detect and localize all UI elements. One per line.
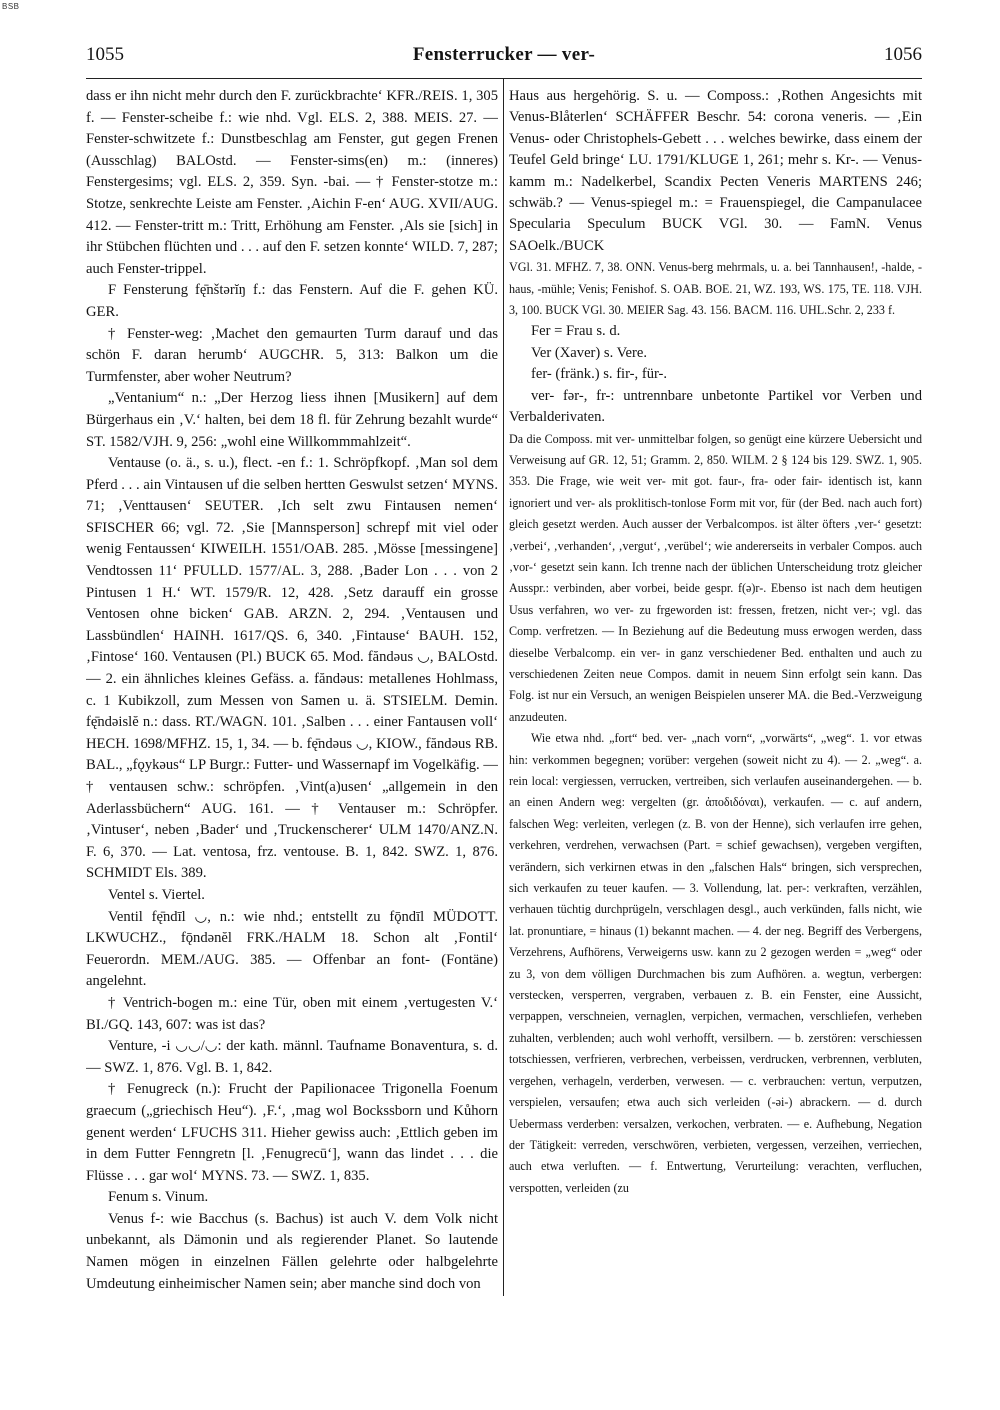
header-rule (86, 78, 922, 79)
library-stamp: BSB (2, 2, 20, 11)
right-column-paragraph: Da die Composs. mit ver- unmittelbar folgen, so genügt eine kürzere Uebersicht und Verweisung auf GR. 12, 51; Gramm. 2, 850. WILM. 2 § 124 bis 129. SWZ. 1, 905. 353. Die Frage, wie weit ver- mit got. faur-, fra- oder fair- identisch ist, kann ignoriert und ver- als proklitisch-tonlose Form mit vor, für (der Bed. nach auch fort) gleich gesetzt werden. Auch ausser der Verbalcompos. ist älter öfters ‚ver-‘ gesetzt: ‚verbei‘, ‚verhanden‘, ‚vergut‘, ‚verübel‘; wie andererseits in verbaler Compos. auch ‚vor-‘ gesetzt sein kann. Ich trenne nach der üblichen Unterscheidung trotz gleicher Ausspr.: verbinden, aber vorbei, beide gespr. f(ə)r-. Ebenso ist nach dem heutigen Usus verfahren, wo ver- zu frgeworden ist: fressen, fretzen, nicht ver-; vgl. das Comp. verfretzen. — In Beziehung auf die Bedeutung muss erwogen werden, dass dieselbe Verbalcomp. ein ver- in ganz verschiedener Bed. enthalten und auch zu verschiedenen Zeiten neue Compos. damit in neuem Sinn erfolgt sein kann. Das Folg. ist nur ein Versuch, an wenigen Beispielen unserer MA. die Bed.-Verzweigung anzudeuten. (509, 431, 922, 724)
right-column (509, 86, 922, 1199)
left-column (86, 86, 498, 1295)
column-divider (503, 78, 504, 1296)
right-column-paragraph: ver- fər-, fr-: untrennbare unbetonte Partikel vor Verben und Verbalderivaten. (509, 387, 922, 426)
right-page-number: 1056 (884, 44, 922, 65)
right-column-paragraph: Wie etwa nhd. „fort“ bed. ver- „nach vorn“, „vorwärts“, „weg“. 1. vor etwas hin: verkommen begegnen; vorüber: vergehen (soweit nicht zu 4). — 2. „weg“. a. rein local: vergiessen, verrucken, vertreiben, sich verlaufen auseinandergehen. — b. an einen Andern weg: vergelten (gr. ἀποδιδόναι), verkaufen. — c. auf andern, falschen Weg: verleiten, verlegen (z. B. von der Henne), sich verlaufen irre gehen, verkehren, verdrehen, verwachsen (Part. = schief gewachsen), vergeben vergiften, verändern, sich verkirnen etwas in den „falschen Hals“ bringen, sich versprechen, sich verkaufen zu teuer kaufen. — 3. Vollendung, lat. per-: verkraften, verzählen, verhauen tüchtig durchprügeln, verschlagen desgl., auch verkünden, falls nicht, wie lat. pronuntiare, = hinaus (1) bekannt machen. — 4. der neg. Begriff des Verbergens, Verzehrens, Aufhörens, Verweigerns usw. kann zu 2 gezogen werden = „weg“ oder zu 3, von dem völligen Durchmachen bis zum Aufhören. a. wegtun, verbergen: verstecken, versperren, vergraben, verbauen z. B. ein Fenster, eine Aussicht, verpappen, verschneien, vernaglen, verpichen, vermachen, verschliefen, verheben zuhalten, verblenden; auch wohl verhofft, versilbern. — b. zerstören: verschiessen totschiessen, verfrieren, verbrechen, verbeissen, verdrucken, verbrennen, verbluten, vergehen, verhageln, verderben, verwesen. — c. verbrauchen: vertun, verputzen, verspielen, versaufen; etwa auch sich verleiden (-əi-) abrackern. — d. durch Uebermass verderben: versalzen, verkochen, verbraten. — e. Aufhebung, Negation der Tätigkeit: verreden, verschwören, verbieten, vergessen, verzeihen, verriechen, auch etwa verluften. — f. Entwertung, Verurteilung: verachten, verfluchen, verspotten, verleiden (zu (509, 731, 922, 1195)
left-column-paragraph: Ventause (o. ä., s. u.), flect. -en f.: 1. Schröpfkopf. ‚Man sol dem Pferd . . . ain Vintausen uf die selben hertten Geswulst setzen‘ MYNS. 71; ‚Venttausen‘ SEUTER. ‚Ich selt zwu Fintausen nemen‘ SFISCHER 66; vgl. 72. ‚Sie [Mannsperson] schrepf mit viel oder wenig Fentaussen‘ KIWEILH. 1551/OAB. 285. ‚Mösse [messingene] Vendtossen 11‘ PFULLD. 1577/AL. 3, 288. ‚Bader Lon . . . von 2 Pintusen 1 H.‘ WT. 1579/R. 12, 428. ‚Setz darauff ein grosse Ventosen ohne bicken‘ GAB. ARZN. 2, 294. ‚Ventausen und Lassbündlen‘ HAINH. 1617/QS. 6, 340. ‚Fintause‘ BAUH. 152, ‚Fintose‘ 160. Ventausen (Pl.) BUCK 65. Mod. făndəus ◡, BALOstd. — 2. ein ähnliches kleines Gefäss. a. făndəus: metallenes Hohlmass, c. 1 Kubikzoll, zum Messen von Samen u. ä. STSIELM. Demin. fę̄ndəislĕ n.: dass. RT./WAGN. 101. ‚Salben . . . einer Fantausen voll‘ HECH. 1698/MFHZ. 15, 1, 34. — b. fę̄ndəus ◡, KIOW., făndəus RB. BAL., „fǫykəus“ LP Burgr.: Futter- und Wassernapf im Vogelkäfig. — † ventausen schw.: schröpfen. ‚Vint(a)usen‘ „allgemein in den Aderlassbüchern“ AUG. 161. — † Ventauser m.: Schröpfer. ‚Vintuser‘, neben ‚Bader‘ und ‚Truckenscherer‘ ULM 1470/ANZ.N. F. 6, 370. — Lat. ventosa, frz. ventouse. B. 1, 842. SWZ. 1, 876. SCHMIDT Els. 389. (86, 455, 498, 882)
right-column-paragraph: VGl. 31. MFHZ. 7, 38. ONN. Venus-berg mehrmals, u. a. bei Tannhausen!, -halde, -haus, -mühle; Venis; Fenishof. S. OAB. BOE. 21, WZ. 193, WS. 175, TE. 118. VJH. 3, 100. BUCK VGl. 30. MEIER Sag. 43. 156. BACM. 116. UHL.Schr. 2, 233 f. (509, 260, 922, 318)
left-column-paragraph: † Fenster-weg: ‚Machet den gemaurten Turm darauf und das schön F. daran herumb‘ AUGCHR. 5, 313: Balkon um die Turmfenster, aber woher Neutrum? (86, 325, 498, 385)
left-column-paragraph: Ventel s. Viertel. (108, 886, 205, 903)
right-column-paragraph: Haus aus hergehörig. S. u. — Composs.: ‚Rothen Angesichts mit Venus-Blåterlen‘ SCHÄFFER Beschr. 54: corona veneris. — ‚Ein Venus- oder Christophels-Gebett . . . welches bewirke, dass einem der Teufel Geld bringe‘ LU. 1791/KLUGE 1, 261; mehr s. Kr-. — Venus-kamm m.: Nadelkerbel, Scandix Pecten Veneris MARTENS 246; schwäb.? — Venus-spiegel m.: = Frauenspiegel, die Campanulacee Specularia Speculum BUCK VGl. 30. — FamN. Venus SAOelk./BUCK (509, 88, 922, 254)
left-column-paragraph: Venture, -i ◡◡/◡: der kath. männl. Taufname Bonaventura, s. d. — SWZ. 1, 876. Vgl. B. 1, 842. (86, 1038, 498, 1076)
left-column-paragraph: „Ventanium“ n.: „Der Herzog liess ihnen [Musikern] auf dem Bürgerhaus ein ‚V.‘ halten, bei dem 18 fl. für Zehrung bezahlt wurde“ ST. 1582/VJH. 9, 256: „wohl eine Willkommmahlzeit“. (86, 390, 498, 450)
right-column-paragraph: Fer = Frau s. d. (531, 323, 621, 340)
page-title: Fensterrucker — ver- (412, 44, 596, 65)
left-column-paragraph: F Fensterung fę̄nštərĭŋ f.: das Fenstern. Auf die F. gehen KÜ. GER. (86, 282, 498, 320)
left-page-number: 1055 (86, 44, 124, 65)
left-column-paragraph: Venus f-: wie Bacchus (s. Bachus) ist auch V. dem Volk nicht unbekannt, als Dämonin und als regierender Planet. So lautende Namen mögen in einzelnen Fällen gelehrte oder halbgelehrte Umdeutung einheimischer Namen sein; aber manche sind doch von (86, 1210, 498, 1292)
right-column-paragraph: Ver (Xaver) s. Vere. (531, 344, 648, 361)
left-column-paragraph: Ventil fę̄ndīl ◡, n.: wie nhd.; entstellt zu fǭndīl MÜDOTT. LKWUCHZ., fǭndənĕl FRK./HALM 18. Schon alt ‚Fontil‘ Feuerordn. MEM./AUG. 385. — Offenbar an font- (Fontäne) angelehnt. (86, 908, 498, 990)
right-column-paragraph: fer- (fränk.) s. fir-, für-. (531, 366, 668, 383)
left-column-paragraph: Fenum s. Vinum. (108, 1189, 209, 1206)
left-column-paragraph: dass er ihn nicht mehr durch den F. zurückbrachte‘ KFR./REIS. 1, 305 f. — Fenster-scheibe f.: wie nhd. Vgl. ELS. 2, 388. MEIS. 27. — Fenster-schwitzete f.: Dunstbeschlag am Fenster, gut gegen Frenen (Ausschlag) BALOstd. — Fenster-sims(en) m.: (inneres) Fenstergesims; vgl. ELS. 2, 359. Syn. -bai. — † Fenster-stotze m.: Stotze, senkrechte Leiste am Fenster. ‚Aichin F-en‘ AUG. XVII/AUG. 412. — Fenster-tritt m.: Tritt, Erhöhung am Fenster. ‚Als sie [sich] in ihr Stübchen flüchten und . . . auf den F. setzen konnte‘ WILD. 7, 287; auch Fenster-trippel. (86, 88, 498, 277)
page-header (86, 40, 922, 70)
left-column-paragraph: † Fenugreck (n.): Frucht der Papilionacee Trigonella Foenum graecum („griechisch Heu“). ‚F.‘, ‚mag wol Bockssborn und Kůhorn genent werden‘ LFUCHS 311. Hieher gewiss auch: ‚Ettlich geben im in dem Futter Fenngretn [l. ‚Fenugrecū‘], wann das lindet . . . die Flüsse . . . gar wol‘ MYNS. 73. — SWZ. 1, 835. (86, 1081, 498, 1184)
left-column-paragraph: † Ventrich-bogen m.: eine Tür, oben mit einem ‚vertugesten V.‘ BI./GQ. 143, 607: was ist das? (86, 994, 498, 1033)
